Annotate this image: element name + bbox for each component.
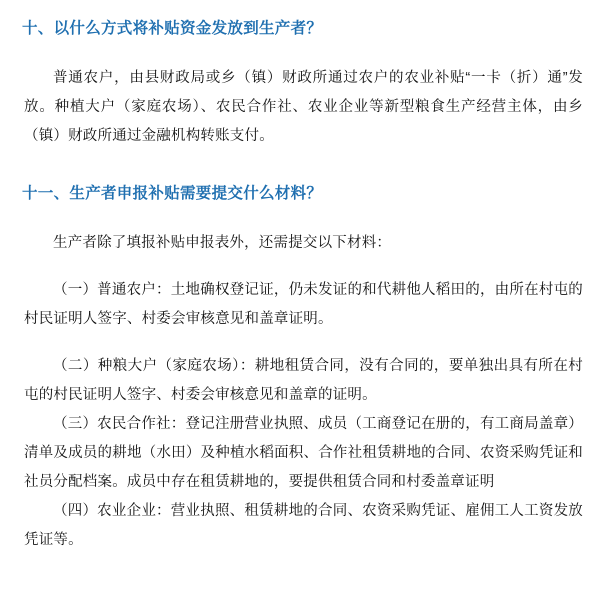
paragraph: （一）普通农户：土地确权登记证，仍未发证的和代耕他人稻田的，由所在村屯的村民证明人签字、村委会审核意见和盖章证明。 — [24, 282, 583, 327]
section-11-body — [22, 229, 583, 555]
paragraph: （二）种粮大户（家庭农场）：耕地租赁合同，没有合同的，要单独出具有所在村屯的村民证明人签字、村委会审核意见和盖章的证明。 — [24, 358, 583, 403]
spacer — [22, 42, 583, 64]
section-heading-10: 十、以什么方式将补贴资金发放到生产者？ — [22, 20, 323, 37]
paragraph: （三）农民合作社：登记注册营业执照、成员（工商登记在册的，有工商局盖章）清单及成员的耕地（水田）及种植水稻面积、合作社租赁耕地的合同、农资采购凭证和社员分配档案。成员中存在租赁耕地的，要提供租赁合同和村委盖章证明 — [24, 416, 583, 490]
paragraph: 生产者除了填报补贴申报表外，还需提交以下材料： — [53, 235, 392, 251]
section-heading-11: 十一、生产者申报补贴需要提交什么材料？ — [22, 185, 323, 202]
spacer — [24, 258, 583, 276]
spacer — [24, 334, 583, 352]
spacer — [22, 207, 583, 229]
paragraph: （四）农业企业：营业执照、租赁耕地的合同、农资采购凭证、雇佣工人工资发放凭证等。 — [24, 503, 583, 548]
paragraph: 普通农户，由县财政局或乡（镇）财政所通过农户的农业补贴“一卡（折）通”发放。种植大户（家庭农场）、农民合作社、农业企业等新型粮食生产经营主体，由乡（镇）财政所通过金融机构转账支付。 — [24, 70, 583, 144]
section-10-body — [22, 64, 583, 151]
